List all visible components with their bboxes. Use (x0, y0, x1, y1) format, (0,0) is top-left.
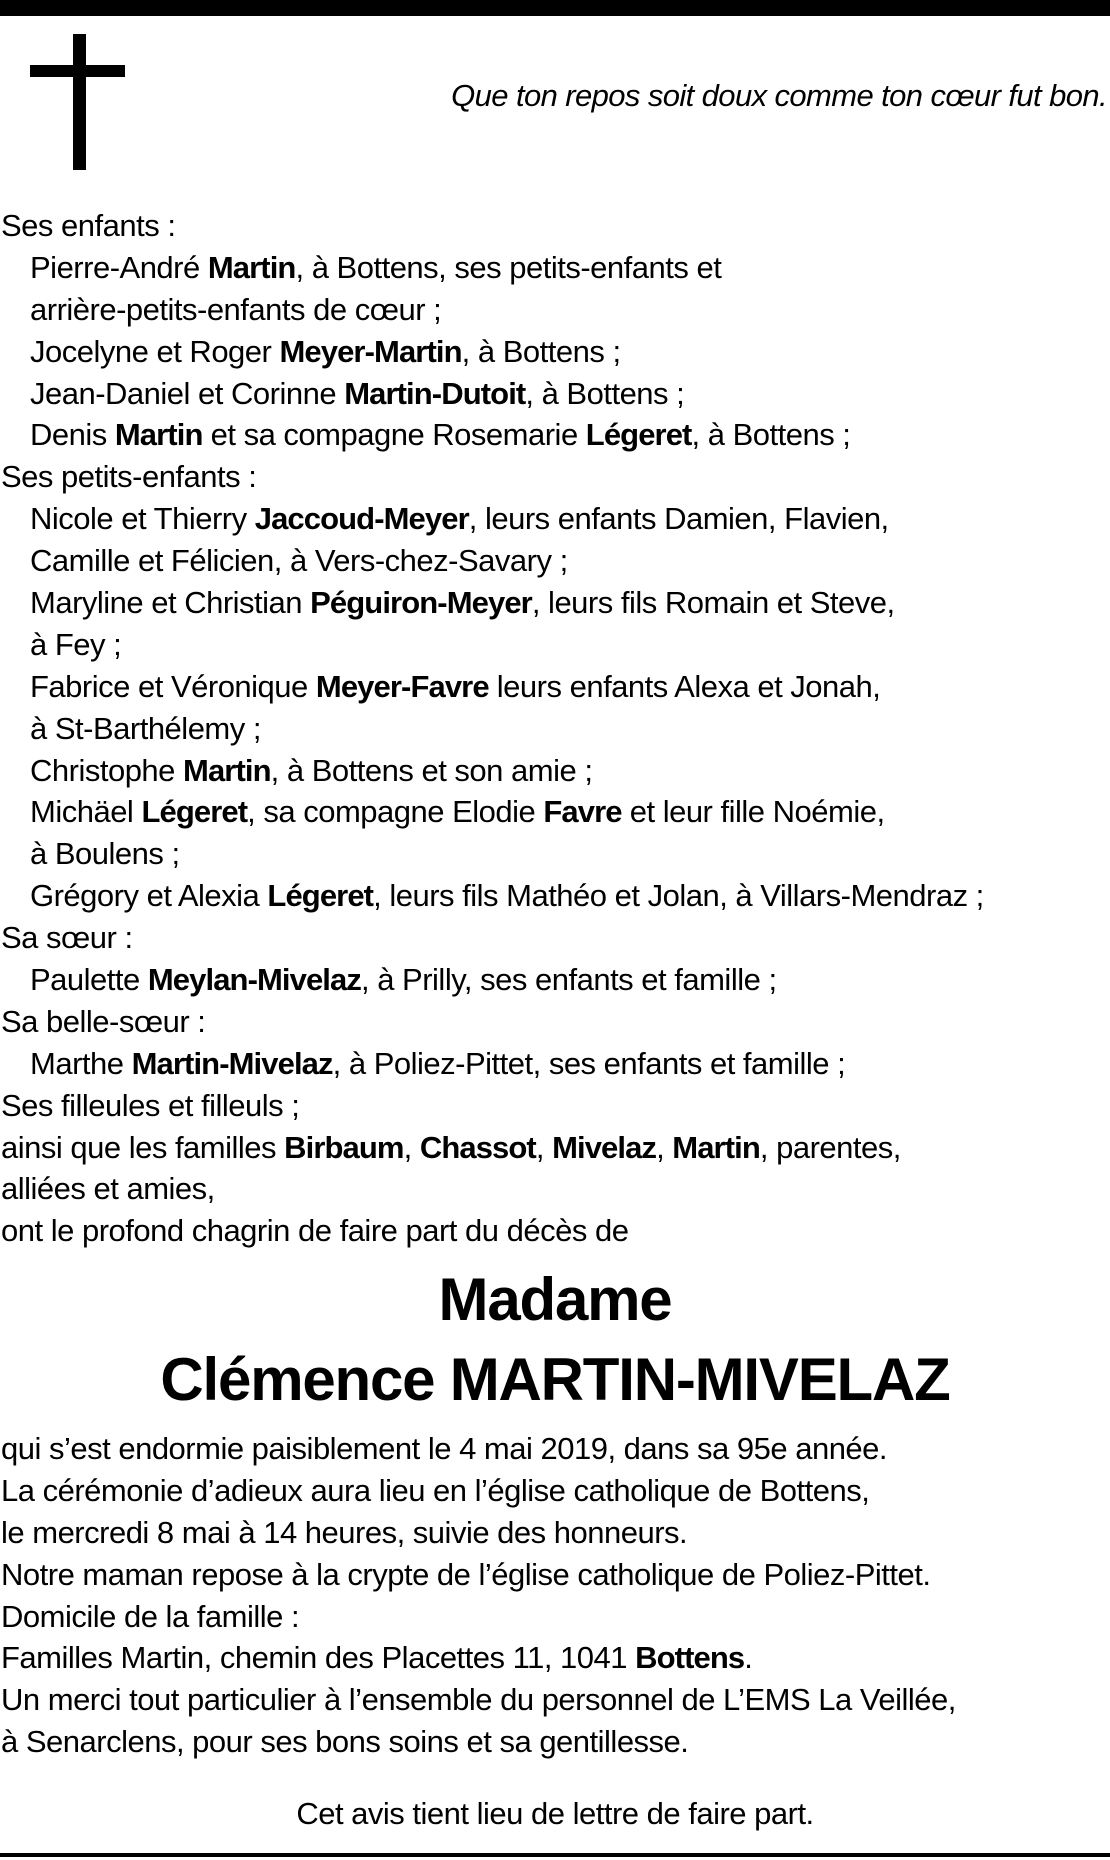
text-segment: Nicole et Thierry (30, 501, 255, 537)
text-segment: . (744, 1640, 753, 1676)
bottom-rule (0, 1853, 1110, 1857)
family-line (1, 875, 1109, 917)
family-name: Favre (543, 794, 622, 830)
family-name: Birbaum (284, 1129, 404, 1165)
text-segment: Pierre-André (30, 249, 208, 285)
text-segment: , parentes, (759, 1129, 901, 1165)
text-segment: Ses petits-enfants : (1, 459, 257, 495)
family-name: Légeret (585, 417, 692, 453)
text-segment: et sa compagne Rosemarie (202, 417, 586, 453)
top-rule (0, 0, 1110, 16)
text-segment: leurs enfants Alexa et Jonah, (488, 668, 881, 704)
deceased-name-block (0, 1260, 1110, 1420)
family-name: Chassot (419, 1129, 536, 1165)
family-line (1, 750, 1109, 792)
family-name: Martin (207, 249, 296, 285)
text-segment: Christophe (30, 752, 184, 788)
family-line (1, 456, 1109, 498)
family-line (1, 205, 1109, 247)
text-segment: Marthe (30, 1045, 132, 1081)
family-line (1, 1043, 1109, 1085)
detail-line (1, 1554, 1109, 1596)
text-segment: et leur fille Noémie, (621, 794, 885, 830)
family-name: Martin (183, 752, 271, 788)
text-segment: , (535, 1129, 553, 1165)
text-segment: Familles Martin, chemin des Placettes 11, 1041 (1, 1640, 636, 1676)
family-name: Martin (114, 417, 203, 453)
family-line (1, 666, 1109, 708)
text-segment: , à Bottens ; (461, 333, 621, 369)
text-segment: , leurs fils Mathéo et Jolan, à Villars-Mendraz ; (373, 878, 984, 914)
family-line (1, 247, 1109, 289)
text-segment: , à Bottens ; (525, 375, 685, 411)
family-name: Meylan-Mivelaz (147, 962, 361, 998)
text-segment: Jocelyne et Roger (30, 333, 280, 369)
family-line (1, 331, 1109, 373)
family-name: Bottens (635, 1640, 745, 1676)
text-segment: Michäel (30, 794, 142, 830)
text-segment: , sa compagne Elodie (247, 794, 544, 830)
text-segment: ainsi que les familles (1, 1129, 285, 1165)
detail-line (1, 1679, 1109, 1721)
family-line (1, 1001, 1109, 1043)
detail-line (1, 1470, 1109, 1512)
deceased-title: Madame (438, 1266, 672, 1333)
details-list (1, 1428, 1109, 1763)
family-line (1, 289, 1109, 331)
family-line (1, 373, 1109, 415)
text-segment: , à Bottens et son amie ; (270, 752, 593, 788)
text-segment: , leurs enfants Damien, Flavien, (468, 501, 889, 537)
text-segment: Paulette (30, 962, 148, 998)
text-segment: , (656, 1129, 673, 1165)
text-segment: à Senarclens, pour ses bons soins et sa gentillesse. (1, 1724, 689, 1760)
text-segment: , à Prilly, ses enfants et famille ; (360, 962, 777, 998)
family-name: Meyer-Favre (315, 668, 489, 704)
text-segment: Sa belle-sœur : (1, 1003, 206, 1039)
text-segment: , à Bottens ; (691, 417, 851, 453)
family-name: Martin-Dutoit (344, 375, 526, 411)
family-name: Mivelaz (552, 1129, 657, 1165)
text-segment: , (403, 1129, 420, 1165)
family-line (1, 1168, 1109, 1210)
cross-icon (30, 34, 125, 170)
text-segment: Notre maman repose à la crypte de l’église catholique de Poliez-Pittet. (1, 1556, 931, 1592)
family-line (1, 540, 1109, 582)
family-line (1, 791, 1109, 833)
family-line (1, 1085, 1109, 1127)
text-segment: à St-Barthélemy ; (30, 710, 261, 746)
family-name: Martin (672, 1129, 760, 1165)
text-segment: Sa sœur : (1, 920, 133, 956)
detail-line (1, 1721, 1109, 1763)
text-segment: alliées et amies, (1, 1171, 215, 1207)
text-segment: Camille et Félicien, à Vers-chez-Savary ; (30, 543, 568, 579)
family-line (1, 917, 1109, 959)
text-segment: Maryline et Christian (30, 585, 311, 621)
family-name: Meyer-Martin (279, 333, 462, 369)
text-segment: , à Bottens, ses petits-enfants et (295, 249, 722, 285)
text-segment: Denis (30, 417, 115, 453)
text-segment: ont le profond chagrin de faire part du décès de (1, 1213, 629, 1249)
family-line (1, 624, 1109, 666)
text-segment: à Fey ; (30, 626, 122, 662)
family-line (1, 1127, 1109, 1169)
text-segment: Fabrice et Véronique (30, 668, 316, 704)
motto: Que ton repos soit doux comme ton cœur fut bon. (451, 78, 1107, 113)
family-line (1, 1210, 1109, 1252)
family-list (1, 205, 1109, 1252)
text-segment: , à Poliez-Pittet, ses enfants et famille ; (332, 1045, 846, 1081)
family-line (1, 414, 1109, 456)
detail-line (1, 1428, 1109, 1470)
detail-line (1, 1637, 1109, 1679)
family-line (1, 708, 1109, 750)
text-segment: le mercredi 8 mai à 14 heures, suivie des honneurs. (1, 1514, 688, 1550)
family-name: Légeret (267, 878, 374, 914)
text-segment: à Boulens ; (30, 836, 180, 872)
text-segment: Ses enfants : (1, 208, 176, 243)
family-name: Légeret (141, 794, 248, 830)
family-line (1, 498, 1109, 540)
deceased-name: Clémence MARTIN-MIVELAZ (160, 1346, 950, 1413)
text-segment: Domicile de la famille : (1, 1598, 300, 1634)
detail-line (1, 1596, 1109, 1638)
family-name: Martin-Mivelaz (131, 1045, 333, 1081)
family-line (1, 833, 1109, 875)
text-segment: , leurs fils Romain et Steve, (531, 585, 895, 621)
text-segment: Ses filleules et filleuls ; (1, 1087, 300, 1123)
family-line (1, 959, 1109, 1001)
detail-line (1, 1512, 1109, 1554)
family-line (1, 582, 1109, 624)
text-segment: Grégory et Alexia (30, 878, 268, 914)
family-name: Jaccoud-Meyer (254, 501, 469, 537)
text-segment: La cérémonie d’adieux aura lieu en l’église catholique de Bottens, (1, 1472, 870, 1508)
text-segment: Jean-Daniel et Corinne (30, 375, 345, 411)
footer-note: Cet avis tient lieu de lettre de faire part. (296, 1796, 814, 1831)
text-segment: qui s’est endormie paisiblement le 4 mai 2019, dans sa 95e année. (1, 1431, 888, 1466)
text-segment: arrière-petits-enfants de cœur ; (30, 291, 442, 327)
family-name: Péguiron-Meyer (310, 585, 532, 621)
text-segment: Un merci tout particulier à l’ensemble du personnel de L’EMS La Veillée, (1, 1682, 956, 1718)
